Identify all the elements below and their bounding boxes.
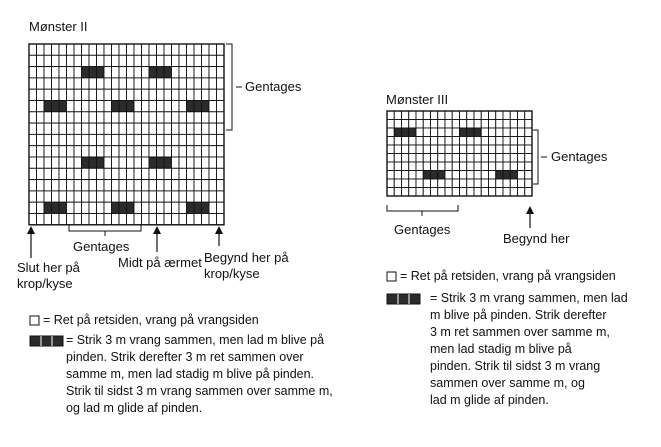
pattern3-empty-cell — [460, 111, 467, 120]
pattern3-empty-cell — [416, 128, 423, 137]
pattern3-empty-cell — [409, 120, 416, 129]
pattern3-empty-cell — [510, 188, 517, 197]
pattern3-empty-cell — [416, 154, 423, 163]
pattern3-empty-cell — [503, 128, 510, 137]
pattern3-filled-cell — [438, 171, 445, 180]
pattern3-empty-cell — [518, 137, 525, 146]
pattern3-empty-cell — [525, 145, 532, 154]
pattern3-empty-cell — [387, 154, 394, 163]
pattern3-empty-cell — [452, 188, 459, 197]
pattern3-empty-cell — [496, 154, 503, 163]
pattern3-empty-cell — [481, 179, 488, 188]
pattern3-empty-cell — [452, 137, 459, 146]
pattern3-empty-cell — [474, 145, 481, 154]
pattern3-empty-cell — [431, 145, 438, 154]
pattern3-empty-cell — [452, 145, 459, 154]
pattern3-empty-cell — [474, 154, 481, 163]
pattern3-empty-cell — [409, 154, 416, 163]
pattern3-empty-cell — [525, 179, 532, 188]
pattern3-empty-cell — [503, 120, 510, 129]
pattern3-empty-cell — [510, 162, 517, 171]
pattern3-empty-cell — [518, 188, 525, 197]
pattern3-empty-cell — [423, 120, 430, 129]
pattern3-empty-cell — [409, 171, 416, 180]
pattern3-empty-cell — [438, 137, 445, 146]
pattern3-empty-cell — [387, 128, 394, 137]
pattern3-filled-cell — [467, 128, 474, 137]
pattern3-empty-cell — [409, 162, 416, 171]
pattern3-empty-cell — [431, 128, 438, 137]
pattern3-empty-cell — [503, 137, 510, 146]
pattern3-empty-cell — [474, 137, 481, 146]
pattern3-filled-cell — [510, 171, 517, 180]
pattern3-empty-cell — [525, 171, 532, 180]
pattern3-empty-cell — [445, 145, 452, 154]
pattern3-empty-cell — [394, 137, 401, 146]
pattern3-filled-cell — [394, 128, 401, 137]
pattern3-empty-cell — [394, 120, 401, 129]
pattern3-empty-cell — [489, 120, 496, 129]
pattern3-empty-cell — [489, 162, 496, 171]
pattern3-repeat-bottom-label: Gentages — [394, 222, 451, 237]
pattern3-empty-cell — [460, 188, 467, 197]
pattern3-empty-cell — [496, 120, 503, 129]
pattern3-empty-cell — [387, 137, 394, 146]
pattern3-filled-cell — [409, 128, 416, 137]
pattern3-empty-cell — [445, 128, 452, 137]
pattern3-repeat-right-label: Gentages — [551, 149, 608, 164]
pattern3-empty-cell — [452, 154, 459, 163]
pattern3-empty-cell — [503, 162, 510, 171]
pattern3-empty-cell — [518, 154, 525, 163]
pattern3-empty-cell — [460, 137, 467, 146]
pattern3-empty-cell — [431, 162, 438, 171]
pattern3-empty-cell — [518, 179, 525, 188]
pattern3-empty-cell — [416, 111, 423, 120]
pattern3-empty-cell — [431, 120, 438, 129]
pattern3-empty-cell — [409, 179, 416, 188]
pattern3-empty-cell — [474, 171, 481, 180]
pattern3-empty-cell — [416, 120, 423, 129]
pattern3-empty-cell — [510, 154, 517, 163]
pattern3-empty-cell — [518, 145, 525, 154]
pattern3-empty-cell — [387, 179, 394, 188]
pattern3-empty-cell — [394, 154, 401, 163]
pattern3-empty-cell — [525, 111, 532, 120]
pattern2-repeat-right-label: Gentages — [245, 79, 302, 94]
pattern3-empty-cell — [525, 128, 532, 137]
pattern3-empty-cell — [474, 179, 481, 188]
pattern3-filled-cell — [431, 171, 438, 180]
pattern3-empty-cell — [416, 179, 423, 188]
pattern3-empty-cell — [402, 171, 409, 180]
pattern3-empty-cell — [402, 154, 409, 163]
pattern3-empty-cell — [481, 137, 488, 146]
pattern3-empty-cell — [445, 120, 452, 129]
mid-sleeve-label: Midt på ærmet — [118, 255, 202, 270]
pattern3-empty-cell — [510, 145, 517, 154]
pattern3-empty-cell — [452, 171, 459, 180]
pattern3-empty-cell — [431, 111, 438, 120]
pattern3-empty-cell — [394, 171, 401, 180]
pattern3-empty-cell — [510, 179, 517, 188]
pattern3-empty-cell — [481, 120, 488, 129]
pattern3-empty-cell — [503, 145, 510, 154]
pattern3-empty-cell — [496, 137, 503, 146]
pattern3-empty-cell — [460, 171, 467, 180]
pattern3-empty-cell — [423, 154, 430, 163]
pattern3-empty-cell — [416, 145, 423, 154]
pattern3-empty-cell — [474, 111, 481, 120]
pattern3-legend-filled-text: = Strik 3 m vrang sammen, men lad m blive på pinden. Strik derefter 3 m ret sammen over samme m, men lad stadig m blive på pinden. Strik til sidst 3 m vrang sammen over samme m, og lad m glide af pinden. — [430, 291, 628, 407]
pattern3-empty-cell — [489, 111, 496, 120]
pattern3-empty-cell — [416, 171, 423, 180]
pattern3-empty-cell — [438, 145, 445, 154]
pattern3-empty-cell — [387, 120, 394, 129]
pattern3-empty-cell — [489, 145, 496, 154]
pattern3-repeat-bracket-right — [533, 130, 538, 184]
pattern3-empty-cell — [402, 111, 409, 120]
pattern3-empty-cell — [496, 145, 503, 154]
pattern3-empty-cell — [445, 179, 452, 188]
pattern3-empty-cell — [423, 162, 430, 171]
pattern3-empty-cell — [474, 162, 481, 171]
pattern3-empty-cell — [525, 120, 532, 129]
pattern3-empty-cell — [409, 145, 416, 154]
pattern2-repeat-bottom-label: Gentages — [73, 239, 130, 254]
pattern3-empty-cell — [525, 154, 532, 163]
pattern3-empty-cell — [496, 128, 503, 137]
pattern3-filled-cell — [402, 128, 409, 137]
pattern3-empty-cell — [467, 188, 474, 197]
pattern3-empty-cell — [460, 162, 467, 171]
pattern3-empty-cell — [452, 111, 459, 120]
pattern3-empty-cell — [496, 179, 503, 188]
pattern3-empty-cell — [467, 137, 474, 146]
pattern3-filled-cell — [474, 128, 481, 137]
pattern3-empty-cell — [525, 188, 532, 197]
pattern3-empty-cell — [518, 162, 525, 171]
pattern3-empty-cell — [387, 145, 394, 154]
begin-body-label: Begynd her på krop/kyse — [204, 250, 289, 281]
arrow-begin — [526, 206, 534, 228]
pattern3-empty-cell — [467, 154, 474, 163]
pattern3-empty-cell — [518, 171, 525, 180]
pattern3-empty-cell — [525, 162, 532, 171]
pattern3-empty-cell — [423, 137, 430, 146]
pattern3-empty-cell — [423, 145, 430, 154]
pattern3-empty-cell — [438, 162, 445, 171]
pattern2-legend-empty-text: = Ret på retsiden, vrang på vrangsiden — [43, 313, 259, 327]
pattern3-empty-cell — [438, 154, 445, 163]
pattern3-empty-cell — [510, 128, 517, 137]
pattern3-empty-cell — [518, 120, 525, 129]
pattern3-empty-cell — [394, 188, 401, 197]
pattern3-filled-cell — [460, 128, 467, 137]
pattern3-empty-cell — [423, 179, 430, 188]
pattern3-empty-cell — [409, 137, 416, 146]
pattern3-empty-cell — [452, 120, 459, 129]
pattern3-empty-cell — [387, 171, 394, 180]
pattern3-empty-cell — [503, 188, 510, 197]
pattern3-empty-cell — [481, 171, 488, 180]
pattern3-empty-cell — [445, 137, 452, 146]
pattern3-empty-cell — [460, 120, 467, 129]
pattern3-empty-cell — [445, 154, 452, 163]
pattern3-empty-cell — [467, 171, 474, 180]
pattern3-legend-empty-symbol — [387, 272, 396, 281]
pattern3-filled-cell — [503, 171, 510, 180]
pattern3-empty-cell — [496, 162, 503, 171]
pattern3-empty-cell — [387, 162, 394, 171]
pattern3-empty-cell — [402, 188, 409, 197]
pattern3-empty-cell — [481, 145, 488, 154]
pattern3-empty-cell — [460, 145, 467, 154]
pattern3-empty-cell — [394, 162, 401, 171]
pattern3-empty-cell — [416, 137, 423, 146]
pattern3-empty-cell — [489, 128, 496, 137]
pattern3-empty-cell — [402, 162, 409, 171]
pattern2-legend-filled-text: = Strik 3 m vrang sammen, men lad m blive på pinden. Strik derefter 3 m ret sammen over samme m, men lad stadig m blive på pinden. Strik til sidst 3 m vrang sammen over samme m, og lad m glide af pinden. — [66, 333, 333, 415]
pattern3-empty-cell — [467, 162, 474, 171]
pattern3-empty-cell — [503, 179, 510, 188]
pattern3-empty-cell — [474, 188, 481, 197]
pattern3-empty-cell — [467, 145, 474, 154]
pattern3-empty-cell — [409, 188, 416, 197]
pattern3-empty-cell — [496, 111, 503, 120]
pattern3-empty-cell — [402, 120, 409, 129]
pattern3-empty-cell — [387, 188, 394, 197]
pattern3-empty-cell — [489, 154, 496, 163]
pattern3-empty-cell — [394, 145, 401, 154]
pattern3-empty-cell — [423, 188, 430, 197]
pattern3-empty-cell — [409, 111, 416, 120]
pattern3-empty-cell — [481, 154, 488, 163]
pattern3-empty-cell — [445, 111, 452, 120]
pattern3-empty-cell — [416, 162, 423, 171]
pattern3-empty-cell — [489, 171, 496, 180]
pattern3-empty-cell — [481, 188, 488, 197]
pattern3-empty-cell — [402, 145, 409, 154]
pattern3-filled-cell — [496, 171, 503, 180]
pattern3-empty-cell — [445, 162, 452, 171]
pattern3-empty-cell — [394, 111, 401, 120]
pattern3-empty-cell — [452, 179, 459, 188]
pattern3-empty-cell — [423, 128, 430, 137]
pattern3-empty-cell — [445, 171, 452, 180]
pattern3-empty-cell — [460, 154, 467, 163]
pattern3-empty-cell — [387, 111, 394, 120]
pattern3-empty-cell — [510, 137, 517, 146]
pattern3-empty-cell — [431, 179, 438, 188]
pattern3-empty-cell — [518, 128, 525, 137]
pattern3-empty-cell — [510, 111, 517, 120]
pattern3-empty-cell — [467, 120, 474, 129]
end-body-label: Slut her på krop/kyse — [17, 260, 80, 291]
pattern3-empty-cell — [496, 188, 503, 197]
pattern3-empty-cell — [431, 137, 438, 146]
pattern3-legend-filled-symbol — [387, 294, 420, 304]
pattern3-empty-cell — [431, 154, 438, 163]
pattern3-grid — [387, 111, 532, 196]
pattern3-empty-cell — [438, 128, 445, 137]
pattern3-empty-cell — [438, 179, 445, 188]
pattern3-empty-cell — [481, 162, 488, 171]
pattern3-empty-cell — [394, 179, 401, 188]
pattern3-empty-cell — [503, 111, 510, 120]
pattern3-empty-cell — [503, 154, 510, 163]
pattern3-empty-cell — [481, 111, 488, 120]
pattern3-empty-cell — [402, 137, 409, 146]
pattern3-empty-cell — [402, 179, 409, 188]
pattern3-empty-cell — [474, 120, 481, 129]
pattern3-repeat-bracket-bottom — [387, 205, 458, 211]
pattern3-empty-cell — [467, 111, 474, 120]
pattern3-empty-cell — [525, 137, 532, 146]
pattern3-empty-cell — [423, 111, 430, 120]
begin-label: Begynd her — [503, 231, 570, 246]
pattern3-empty-cell — [445, 188, 452, 197]
pattern3-empty-cell — [431, 188, 438, 197]
pattern3-filled-cell — [423, 171, 430, 180]
pattern3-empty-cell — [489, 188, 496, 197]
pattern3-empty-cell — [416, 188, 423, 197]
pattern3-empty-cell — [438, 111, 445, 120]
pattern3-legend-empty-text: = Ret på retsiden, vrang på vrangsiden — [400, 269, 616, 283]
pattern3-empty-cell — [518, 111, 525, 120]
pattern3-empty-cell — [489, 137, 496, 146]
pattern3-empty-cell — [460, 179, 467, 188]
pattern3-empty-cell — [438, 188, 445, 197]
pattern3-empty-cell — [438, 120, 445, 129]
pattern3-empty-cell — [481, 128, 488, 137]
pattern3-empty-cell — [452, 162, 459, 171]
pattern3-empty-cell — [452, 128, 459, 137]
pattern2-title: Mønster II — [29, 19, 88, 34]
pattern3-empty-cell — [467, 179, 474, 188]
pattern3-title: Mønster III — [386, 92, 449, 107]
pattern3-empty-cell — [510, 120, 517, 129]
pattern3-empty-cell — [489, 179, 496, 188]
